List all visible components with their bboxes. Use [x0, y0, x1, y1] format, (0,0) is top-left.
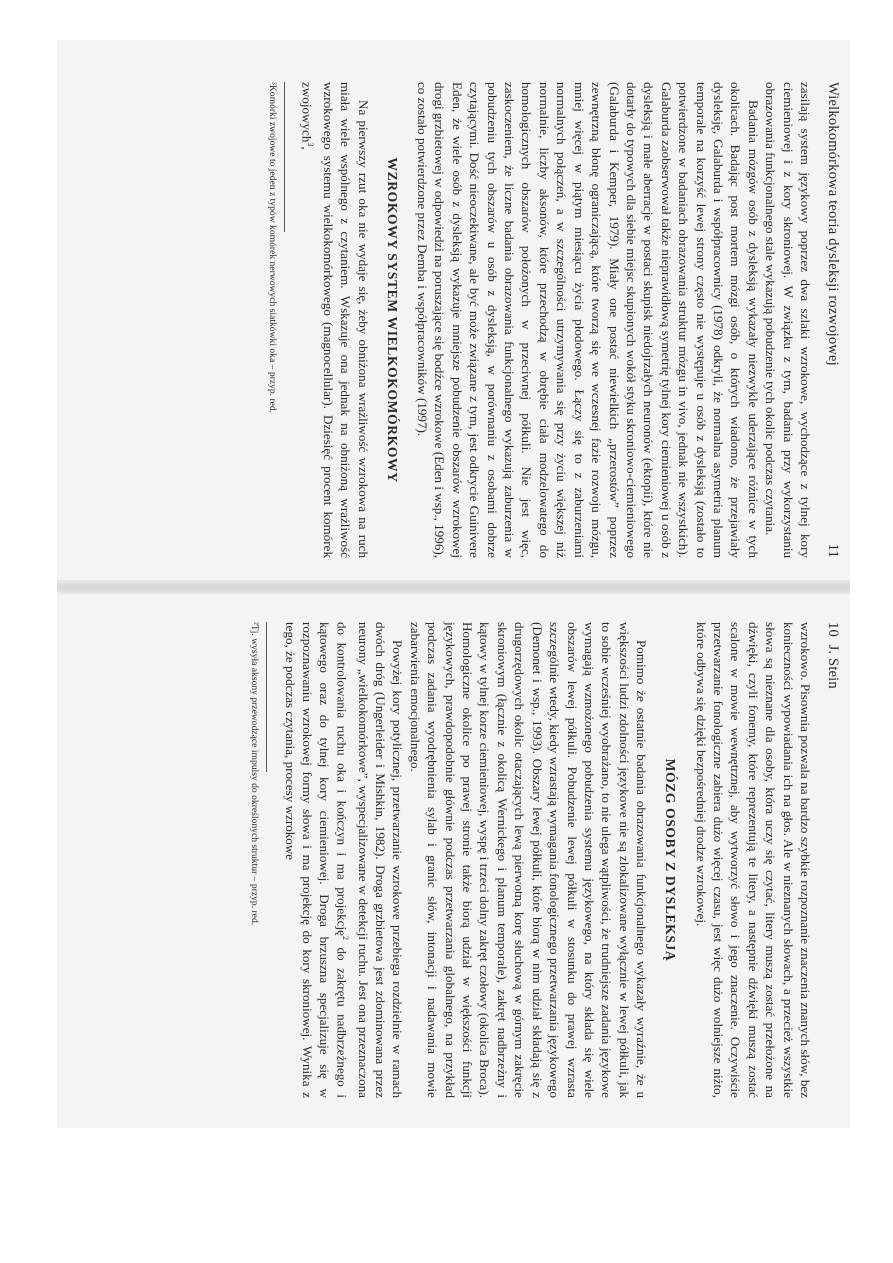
paragraph — [299, 82, 372, 558]
running-head-right — [824, 82, 848, 558]
section-heading: MÓZG OSOBY Z DYSLEKSJĄ — [663, 758, 679, 962]
paragraph: wzrokowo. Pisownia pozwala na bardzo szybkie rozpoznanie znaczenia znanych słów, bez konieczności wypowiadania ich na głos. Ale w nieznanych słowach, a przecież wszystkie słowa są nieznane dla osoby, która uczy się czytać, litery muszą zostać przełożone na dźwięki, czyli fonemy, które reprezentują te litery, a następnie dźwięki muszą zostać scalone w mowie wewnętrznej, aby wytworzyć słowo i jego znaczenie. Oczywiście przetwarzanie fonologiczne zabiera dużo więcej czasu, jest więc dużo wolniejsze niżto, które odbywa się dzięki bezpośredniej drodze wzrokowej. — [693, 622, 813, 1098]
footnote: ²Tj. wysyła aksony przewodzące impulsy do określonych struktur – przyp. red. — [249, 622, 261, 926]
section-heading: WZROKOWY SYSTEM WIELKOKOMÓRKOWY — [384, 157, 400, 483]
paragraph — [281, 622, 406, 1098]
paragraph: Pomimo że ostatnie badania obrazowania funkcjonalnego wykazały wyraźnie, że u większości ludzi zdolności językowe nie są zlokalizowane wyłącznie w lewej półkuli, jak to sobie wcześniej wyobrażano, to nie ulega wątpliwości, że trudniejsze zadania językowe wymagają wzmożonego pobudzenia systemu językowego, na który składa się wiele obszarów lewej półkuli. Pobudzenie lewej półkuli w stosunku do prawej wzrasta szczególnie wtedy, kiedy wzrastają wymagania fonologicznego przetwarzania językowego (Demonet i wsp., 1993). Obszary lewej półkuli, które biorą w nim udział składają się z drugorzędowych okolic otaczających lewą pierwotną korę słuchową w górnym zakręcie skroniowym (łącznie z okolicą Wernickego i planum temporale), zakręt nadbrzeżny i kątowy w tylnej korze ciemieniowej, wyspę i trzeci dolny zakręt czołowy (okolica Broca). Homologiczne okolice po prawej stronie także biorą udział w większości funkcji językowych, prawdopodobnie głównie podczas przetwarzania globalnego, na przykład podczas zadania wyodrębnienia sylab i granic słów, intonacji i nadawania mowie zabarwienia emocjonalnego. — [407, 622, 650, 1098]
footnote-marker: 2 — [341, 935, 351, 940]
book-gutter — [57, 580, 850, 594]
footnote-marker: 3 — [306, 142, 316, 147]
paragraph-text: Na pierwszy rzut oka nie wydaje się, żeby obniżona wrażliwość wzrokowa na ruch miała wiele wspólnego z czytaniem. Wskazuje ona jednak na obniżoną wrażliwość wzrokowego systemu wielkokomórkowego (magnocellular). Dziesięć procent komórek zwojowych — [300, 82, 371, 558]
paragraph-text-cont: do zakrętu nadbrzeżnego i kątowego oraz do tylnej kory ciemieniowej. Droga brzuszna specjalizuje się w rozpoznawaniu wzrokowej formy słowa i ma projekcję do kory skroniowej. Wynika z tego, że podczas czytania, procesy wzrokowe — [282, 622, 350, 1098]
footnote-rule — [266, 622, 267, 772]
page-number: 11 — [825, 543, 841, 558]
footnote-rule — [284, 82, 285, 232]
paragraph-text: Powyżej kory potylicznej, przetwarzanie wzrokowe przebiega rozdzielnie w ramach dwóch dróg (Ungerleider i Mishkin, 1982). Droga grzbietowa jest zdominowana przez neurony „wielkokomórkowe”, wyspecjalizowane w detekcji ruchu. Jest ona przeznaczona do kontrolowania ruchu oka i kończyn i ma projekcję — [334, 622, 406, 1098]
footnote: ³Komórki zwojowe to jeden z typów komórek nerwowych siatkówki oka – przyp. red. — [266, 82, 278, 414]
running-head-title: Wielkokomórkowa teoria dysleksji rozwojowej — [825, 82, 841, 366]
paragraph: zasilają system językowy poprzez dwa szlaki wzrokowe, wychodzące z tylnej kory ciemieniowej i z kory skroniowej. W związku z tym, badania przy wykorzystaniu obrazowania funkcjonalnego stale wykazują pobudzenie tych okolic podczas czytania. — [763, 82, 813, 558]
paragraph: Badania mózgów osób z dysleksją wykazały niezwykle uderzające różnice w tych okolicach. Badając post mortem mózgi osób, o których wiadomo, że przejawiały dysleksję, Galaburda i współpracownicy (1978) odkryli, że normalna asymetria planum temporale na korzyść lewej strony często nie występuje u osób z dysleksją (zostało to potwierdzone w badaniach obrazowania struktur mózgu in vivo, jednak nie wszystkich). Galaburda zaobserwował także nieprawidłową symetrię tylnej kory ciemieniowej u osób z dysleksją i małe aberracje w postaci skupisk niedojrzałych neuronów (ektopii), które nie dotarły do typowych dla siebie miejsc skupionych wokół styku skroniowo-ciemieniowego (Galaburda i Kemper, 1979). Miały one postać niewielkich „przerostów” poprzez zewnętrzną błonę ograniczającą, które tworzą się we wczesnej fazie rozwoju mózgu, mniej więcej w piątym miesiącu życia płodowego. Łączy się to z zaburzeniami normalnych połączeń, a w szczególności utrzymywania się przy życiu większej niż normalnie, liczby aksonów, które przechodzą w obrębie ciała modzelowatego do homologicznych obszarów położonych w przeciwnej półkuli. Nie jest więc, zaskoczeniem, że liczne badania obrazowania funkcjonalnego wykazują zaburzenia w pobudzeniu tych obszarów u osób z dysleksją, w porównaniu z osobami dobrze czytającymi. Dość nieoczekiwane, ale być może związane z tym, jest odkrycie Guinivere Eden, że wiele osób z dysleksją wykazuje mniejsze pobudzenie obszarów wzrokowej drogi grzbietowej w odpowiedzi na poruszające się bodźce wzrokowe (Eden i wsp., 1996), co zostało potwierdzone przez Demba i współpracowników (1997). — [415, 82, 761, 558]
running-head-group — [824, 622, 841, 689]
paragraph-text-end: , — [300, 146, 316, 150]
running-head-author: J. Stein — [825, 644, 841, 689]
page-11 — [113, 70, 848, 570]
running-head-left — [824, 622, 848, 1098]
page-number: 10 — [825, 622, 841, 637]
page-10 — [113, 610, 848, 1110]
